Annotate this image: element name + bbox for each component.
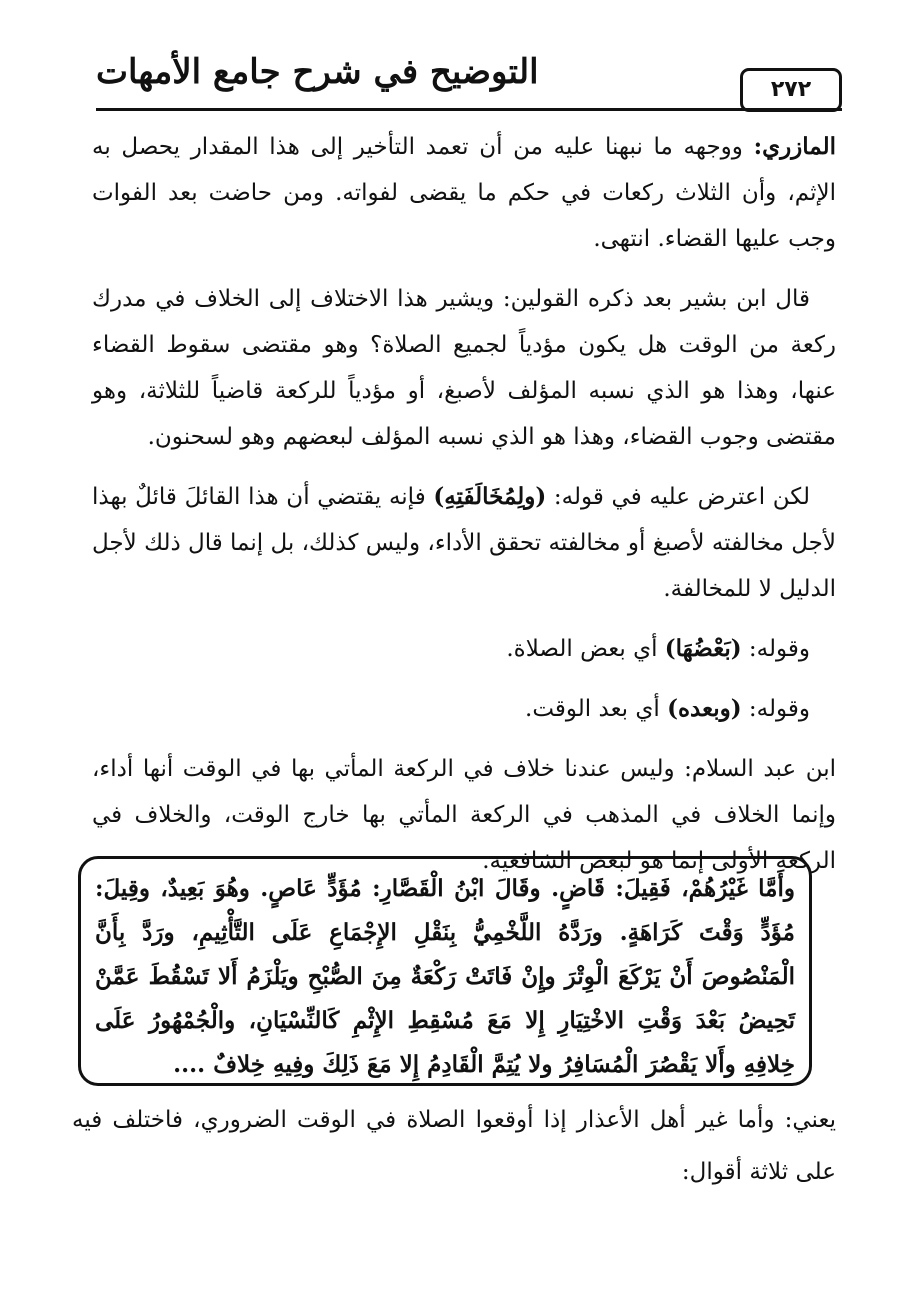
paragraph-pre: لكن اعترض عليه في قوله: (546, 484, 810, 510)
header-rule (96, 108, 842, 111)
paragraph-text: أي بعد الوقت. (525, 696, 668, 722)
paragraph-objection (92, 474, 836, 612)
paragraph-pre: وقوله: (741, 696, 810, 722)
paragraph-baduha (92, 626, 836, 672)
paragraph-lead: المازري: (753, 133, 836, 160)
running-title: التوضيح في شرح جامع الأمهات (96, 52, 539, 92)
paragraph-text: ووجهه ما نبهنا عليه من أن تعمد التأخير إلى هذا المقدار يحصل به الإثم، وأن الثلاث ركعات في حكم ما يقضى لفواته. ومن حاضت بعد الفوات وجب عليها القضاء. انتهى. (92, 134, 836, 252)
paragraph-mazari (92, 124, 836, 262)
quoted-term: (وبعده) (667, 695, 742, 722)
page-number: ٢٧٢ (740, 68, 842, 112)
paragraph-text: قال ابن بشير بعد ذكره القولين: ويشير هذا الاختلاف إلى الخلاف في مدرك ركعة من الوقت هل يكون مؤدياً لجميع الصلاة؟ وهو مقتضى سقوط القضاء عنها، وهذا هو الذي نسبه المؤلف لأصبغ، أو مؤدياً للركعة قاضياً للثلاثة، وهو مقتضى وجوب القضاء، وهذا هو الذي نسبه المؤلف لبعضهم وهو لسحنون. (92, 286, 836, 450)
matn-text: وأَمَّا غَيْرُهُمْ، فَقِيلَ: قَاضٍ. وقَالَ ابْنُ الْقَصَّارِ: مُؤَدٍّ عَاصٍ. وهُوَ بَعِيدٌ، وقِيلَ: مُؤَدٍّ وَقْتَ كَرَاهَةٍ. ورَدَّهُ اللَّخْمِيُّ بِنَقْلِ الإِجْمَاعِ عَلَى التَّأْثِيمِ، ورَدَّ بِأَنَّ الْمَنْصُوصَ أَنْ يَرْكَعَ الْوِتْرَ وإِنْ فَاتَتْ رَكْعَةٌ مِنَ الصُّبْحِ ويَلْزَمُ أَلا تَسْقُطَ عَمَّنْ تَحِيضُ بَعْدَ وَقْتِ الاخْتِيَارِ إِلا مَعَ مُسْقِطِ الإِثْمِ كَالنِّسْيَانِ، والْجُمْهُورُ عَلَى خِلافِهِ وأَلا يَقْصُرَ الْمُسَافِرُ ولا يُتِمَّ الْقَادِمُ إِلا مَعَ ذَلِكَ وفِيهِ خِلافٌ .... (95, 875, 795, 1078)
commentary-text (92, 124, 836, 898)
matn-box (78, 856, 812, 1086)
paragraph-pre: وقوله: (741, 636, 810, 662)
paragraph-ibn-bashir (92, 276, 836, 460)
explanation-text (72, 1094, 836, 1198)
quoted-term: (ولِمُخَالَفَتِهِ) (433, 483, 547, 510)
paragraph-text: أي بعض الصلاة. (506, 636, 665, 662)
paragraph-explanation: يعني: وأما غير أهل الأعذار إذا أوقعوا الصلاة في الوقت الضروري، فاختلف فيه على ثلاثة أقوال: (72, 1107, 836, 1185)
paragraph-wabadahu (92, 686, 836, 732)
paragraph-text: ابن عبد السلام: وليس عندنا خلاف في الركعة المأتي بها في الوقت أنها أداء، وإنما الخلاف في المذهب في الركعة المأتي بها خارج الوقت، والخلاف في الركعة الأولى إنما هو لبعض الشافعية. (92, 756, 836, 874)
quoted-term: (بَعْضُهَا) (664, 635, 742, 662)
paragraph-text: فإنه يقتضي أن هذا القائلَ قائلٌ بهذا لأجل مخالفته لأصبغ أو مخالفته تحقق الأداء، وليس كذلك، بل إنما قال ذلك لأجل الدليل لا للمخالفة. (92, 484, 836, 602)
